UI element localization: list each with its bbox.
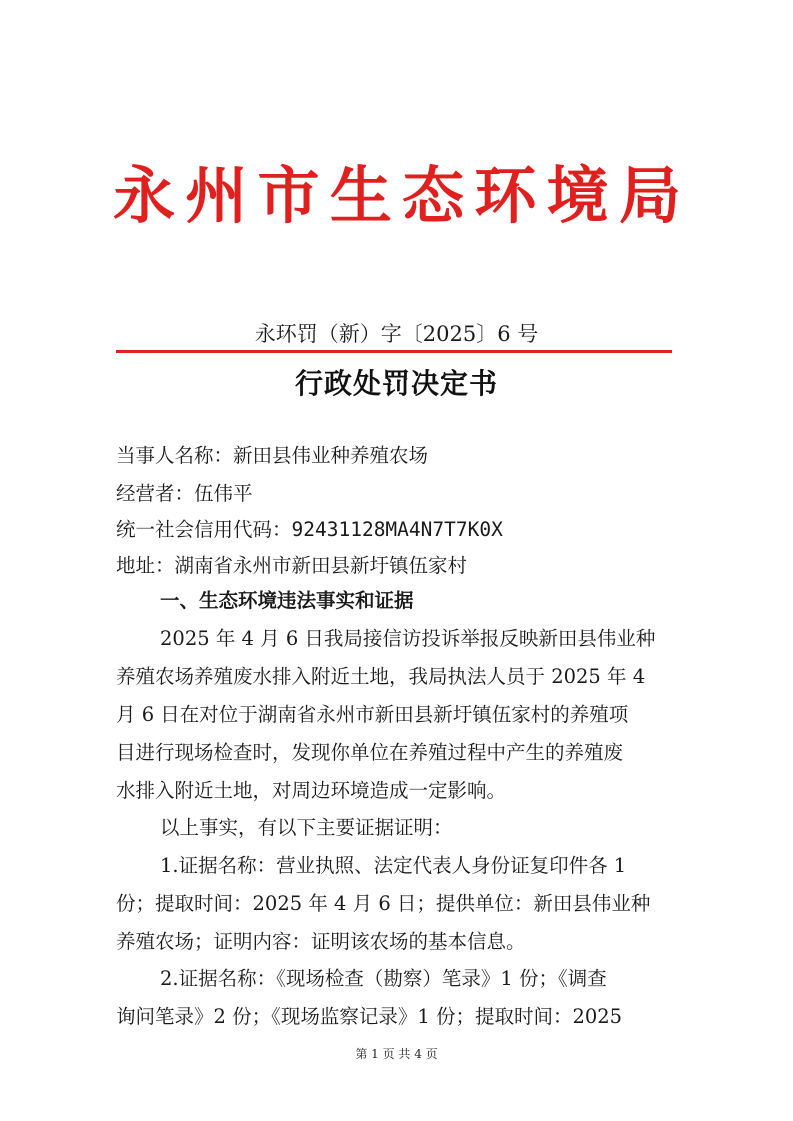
evidence-line: 份；提取时间：2025 年 4 月 6 日；提供单位：新田县伟业种 — [116, 892, 651, 915]
document-title: 行政处罚决定书 — [294, 367, 498, 400]
section-heading: 一、生态环境违法事实和证据 — [160, 589, 414, 612]
document-number: 永环罚（新）字〔2025〕6 号 — [254, 322, 539, 346]
agency-char: 市 — [257, 158, 320, 232]
evidence-line: 询问笔录》2 份；《现场监察记录》1 份；提取时间：2025 — [116, 1005, 623, 1028]
agency-char: 州 — [185, 158, 248, 232]
credit-code-label: 统一社会信用代码： — [116, 518, 292, 541]
operator-line — [116, 478, 682, 506]
paragraph-line: 以上事实，有以下主要证据证明： — [160, 816, 453, 839]
paragraph-line: 2025 年 4 月 6 日我局接信访投诉举报反映新田县伟业种 — [160, 627, 656, 650]
evidence-line: 养殖农场；证明内容：证明该农场的基本信息。 — [116, 930, 526, 953]
address: 湖南省永州市新田县新圩镇伍家村 — [174, 554, 468, 577]
paragraph-line: 目进行现场检查时，发现你单位在养殖过程中产生的养殖废 — [116, 741, 624, 764]
operator-label: 经营者： — [116, 482, 195, 505]
party-name-line — [116, 440, 682, 468]
agency-char: 境 — [546, 158, 609, 232]
paragraph-line: 水排入附近土地，对周边环境造成一定影响。 — [116, 779, 507, 802]
agency-char: 生 — [329, 158, 392, 232]
credit-code-line — [116, 514, 682, 542]
party-name-label: 当事人名称： — [116, 444, 234, 467]
red-divider — [116, 350, 672, 353]
agency-title — [112, 140, 682, 240]
agency-char: 态 — [402, 158, 465, 232]
paragraph-line: 月 6 日在对位于湖南省永州市新田县新圩镇伍家村的养殖项 — [116, 703, 629, 726]
credit-code: 92431128MA4N7T7K0X — [291, 518, 503, 541]
page-footer: 第 1 页 共 4 页 — [355, 1047, 438, 1061]
paragraph-line: 养殖农场养殖废水排入附近土地，我局执法人员于 2025 年 4 — [116, 665, 646, 688]
address-label: 地址： — [116, 554, 175, 577]
party-name: 新田县伟业种养殖农场 — [233, 444, 429, 467]
agency-char: 永 — [112, 158, 175, 232]
address-line — [116, 550, 682, 578]
operator-name: 伍伟平 — [194, 482, 253, 505]
agency-char: 环 — [474, 158, 537, 232]
evidence-line: 1.证据名称：营业执照、法定代表人身份证复印件各 1 — [160, 854, 627, 877]
evidence-line: 2.证据名称：《现场检查（勘察）笔录》1 份；《调查 — [160, 967, 607, 990]
agency-char: 局 — [618, 158, 681, 232]
